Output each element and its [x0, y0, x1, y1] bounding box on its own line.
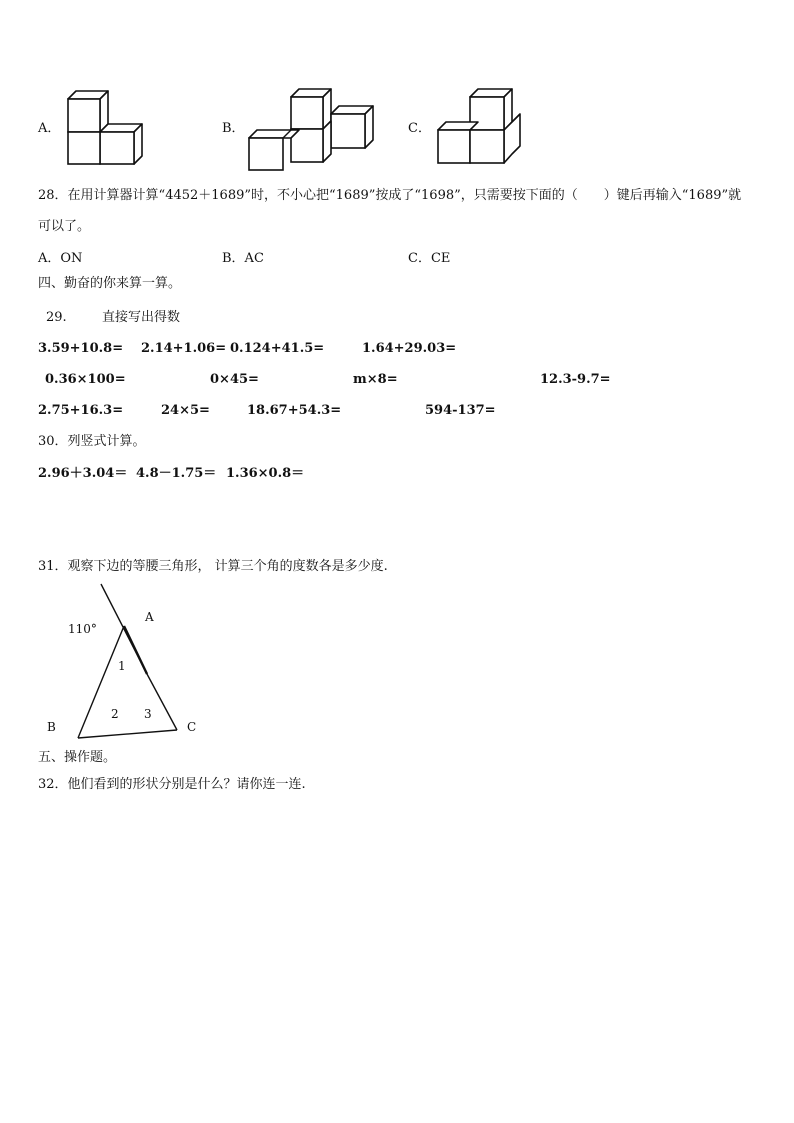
cube-figure-c [432, 84, 532, 174]
q30-title: 30．列竖式计算。 [38, 434, 146, 449]
q29-item: 24×5= [161, 403, 210, 418]
q28-option-b: B．AC [222, 251, 264, 266]
angle-110-label: 110° [68, 622, 97, 636]
q27-option-a-label: A． [38, 121, 61, 136]
vertex-b-label: B [47, 720, 56, 734]
q30-item: 1.36×0.8＝ [226, 466, 305, 481]
q29-item: 2.14+1.06= [141, 341, 227, 356]
q31-title: 31．观察下边的等腰三角形， 计算三个角的度数各是多少度. [38, 559, 388, 574]
q28-question-line1: 28．在用计算器计算“4452＋1689”时，不小心把“1689”按成了“1698”，只需要按下面的（ ）键后再输入“1689”就 [38, 188, 742, 203]
q29-item: 3.59+10.8= [38, 341, 124, 356]
cube-figure-a [60, 84, 160, 174]
q28-question-line2: 可以了。 [38, 219, 91, 234]
angle-1-label: 1 [118, 659, 126, 673]
q29-item: 2.75+16.3= [38, 403, 124, 418]
q29-item: 0.124+41.5= [230, 341, 325, 356]
section4-title: 四、勤奋的你来算一算。 [38, 276, 182, 291]
q28-option-a: A．ON [38, 251, 83, 266]
q29-title: 直接写出得数 [102, 310, 181, 325]
q27-option-b-label: B． [222, 121, 245, 136]
q29-item: m×8= [353, 372, 398, 387]
cube-figure-b [245, 84, 385, 179]
q29-item: 12.3-9.7= [540, 372, 611, 387]
q30-item: 2.96＋3.04＝ [38, 466, 128, 481]
q27-option-c-label: C． [408, 121, 431, 136]
q29-item: 0.36×100= [45, 372, 126, 387]
q29-item: 0×45= [210, 372, 259, 387]
vertex-c-label: C [187, 720, 197, 734]
q29-item: 1.64+29.03= [362, 341, 457, 356]
section5-title: 五、操作题。 [38, 750, 117, 765]
q29-item: 18.67+54.3= [247, 403, 342, 418]
angle-3-label: 3 [144, 707, 152, 721]
q30-item: 4.8－1.75＝ [136, 466, 217, 481]
q28-option-c: C．CE [408, 251, 451, 266]
angle-2-label: 2 [111, 707, 119, 721]
isosceles-triangle-figure [44, 584, 214, 744]
vertex-a-label: A [145, 610, 154, 624]
q29-number: 29. [46, 310, 67, 325]
q32-title: 32．他们看到的形状分别是什么？请你连一连. [38, 777, 306, 792]
q29-item: 594-137= [425, 403, 496, 418]
